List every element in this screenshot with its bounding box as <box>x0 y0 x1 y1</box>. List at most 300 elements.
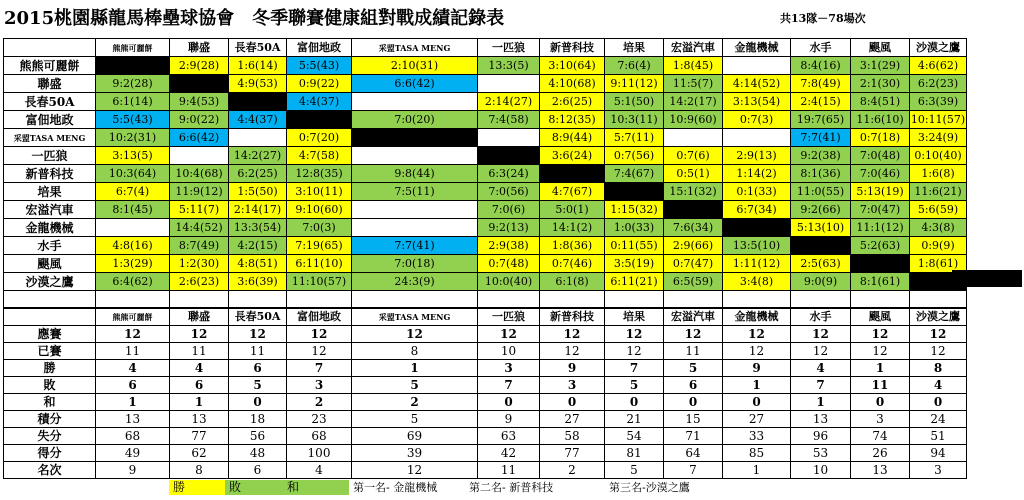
match-result-cell: 7:4(67) <box>605 165 664 183</box>
match-result-cell: 1:15(32) <box>605 201 664 219</box>
match-result-cell <box>287 111 352 129</box>
column-team-header: 沙漠之鷹 <box>910 309 967 326</box>
match-result-cell: 2:4(15) <box>791 93 851 111</box>
match-result-cell: 4:4(37) <box>229 111 287 129</box>
match-result-cell: 6:7(4) <box>96 183 170 201</box>
match-result-cell: 8:9(44) <box>540 129 605 147</box>
match-result-cell: 2:10(31) <box>352 57 478 75</box>
stat-value: 12 <box>851 326 910 343</box>
matrix-row <box>4 201 967 219</box>
match-result-cell: 2:1(30) <box>851 75 910 93</box>
matrix-row <box>4 183 967 201</box>
stat-value: 12 <box>791 343 851 360</box>
stat-value: 4 <box>170 360 229 377</box>
match-result-cell: 0:7(46) <box>540 255 605 273</box>
corner-cell <box>4 309 96 326</box>
column-team-header: 颶風 <box>851 39 910 57</box>
stat-value: 58 <box>540 428 605 445</box>
match-result-cell: 4:7(67) <box>540 183 605 201</box>
match-result-cell: 5:7(11) <box>605 129 664 147</box>
match-result-cell: 10:0(40) <box>478 273 540 291</box>
stat-value: 11 <box>170 343 229 360</box>
row-team-header: 長春50A <box>4 93 96 111</box>
match-result-cell <box>229 129 287 147</box>
match-result-cell: 11:9(12) <box>170 183 229 201</box>
stat-label: 和 <box>4 394 96 411</box>
stat-value: 0 <box>478 394 540 411</box>
match-result-cell: 5:5(43) <box>96 111 170 129</box>
match-result-cell: 6:6(42) <box>352 75 478 93</box>
match-result-cell: 7:0(47) <box>851 201 910 219</box>
stat-value: 0 <box>664 394 723 411</box>
match-result-cell: 2:9(13) <box>723 147 791 165</box>
column-team-header: 聯盛 <box>170 39 229 57</box>
row-team-header: 富佃地政 <box>4 111 96 129</box>
match-result-cell: 15:1(32) <box>664 183 723 201</box>
stat-value: 100 <box>287 445 352 462</box>
column-team-header: 采盟TASA MENG <box>352 39 478 57</box>
column-team-header: 金龍機械 <box>723 39 791 57</box>
stat-value: 5 <box>352 377 478 394</box>
match-result-cell: 0:7(48) <box>478 255 540 273</box>
stat-value: 71 <box>664 428 723 445</box>
match-result-cell: 14:4(52) <box>170 219 229 237</box>
match-result-cell: 1:8(45) <box>664 57 723 75</box>
stat-value: 68 <box>96 428 170 445</box>
stat-value: 0 <box>229 394 287 411</box>
stat-value: 15 <box>664 411 723 428</box>
match-result-cell: 0:9(9) <box>910 237 967 255</box>
stats-header-row <box>4 309 967 326</box>
stat-value: 27 <box>540 411 605 428</box>
matrix-row <box>4 165 967 183</box>
matrix-row <box>4 273 967 291</box>
match-result-cell: 9:0(22) <box>170 111 229 129</box>
stat-value: 11 <box>478 462 540 479</box>
stat-value: 2 <box>352 394 478 411</box>
match-result-cell: 8:12(35) <box>540 111 605 129</box>
blank-cell <box>723 291 791 308</box>
match-result-cell <box>96 57 170 75</box>
match-result-cell: 0:9(22) <box>287 75 352 93</box>
match-result-cell: 3:13(5) <box>96 147 170 165</box>
match-result-cell: 0:7(18) <box>851 129 910 147</box>
stat-value: 12 <box>664 326 723 343</box>
match-result-cell: 5:13(19) <box>851 183 910 201</box>
match-result-cell: 0:11(55) <box>605 237 664 255</box>
stat-value: 3 <box>910 462 967 479</box>
match-result-cell: 1:6(14) <box>229 57 287 75</box>
stat-value: 12 <box>352 326 478 343</box>
stat-value: 39 <box>352 445 478 462</box>
match-result-cell: 8:1(61) <box>851 273 910 291</box>
match-result-cell: 0:7(6) <box>664 147 723 165</box>
match-result-cell <box>352 219 478 237</box>
stats-row <box>4 360 967 377</box>
match-result-cell: 7:19(65) <box>287 237 352 255</box>
match-result-cell <box>851 255 910 273</box>
column-team-header: 熊熊可麗餅 <box>96 39 170 57</box>
stats-row <box>4 394 967 411</box>
match-result-cell: 3:1(29) <box>851 57 910 75</box>
matrix-row <box>4 93 967 111</box>
stat-value: 49 <box>96 445 170 462</box>
stat-value: 5 <box>229 377 287 394</box>
match-result-cell: 1:8(61) <box>910 255 967 273</box>
legend-second: 第二名- 新普科技 <box>469 481 554 494</box>
stat-value: 12 <box>910 343 967 360</box>
stat-value: 96 <box>791 428 851 445</box>
row-team-header: 新普科技 <box>4 165 96 183</box>
stat-value: 2 <box>287 394 352 411</box>
stat-value: 3 <box>851 411 910 428</box>
column-team-header: 培果 <box>605 39 664 57</box>
stat-value: 7 <box>287 360 352 377</box>
stat-value: 4 <box>287 462 352 479</box>
stat-value: 3 <box>287 377 352 394</box>
stat-value: 9 <box>540 360 605 377</box>
match-result-cell: 9:2(38) <box>791 147 851 165</box>
stat-value: 7 <box>664 462 723 479</box>
match-result-cell: 11:5(7) <box>664 75 723 93</box>
stats-row <box>4 377 967 394</box>
match-result-cell: 0:1(33) <box>723 183 791 201</box>
match-result-cell: 9:11(12) <box>605 75 664 93</box>
stat-value: 12 <box>229 326 287 343</box>
row-team-header: 聯盛 <box>4 75 96 93</box>
row-team-header: 熊熊可麗餅 <box>4 57 96 75</box>
stat-value: 8 <box>352 343 478 360</box>
match-result-cell: 0:5(1) <box>664 165 723 183</box>
match-result-cell <box>229 93 287 111</box>
match-result-cell: 13:3(5) <box>478 57 540 75</box>
legend <box>3 480 1023 496</box>
match-result-cell: 2:6(25) <box>540 93 605 111</box>
stat-value: 69 <box>352 428 478 445</box>
stat-value: 51 <box>910 428 967 445</box>
stat-value: 33 <box>723 428 791 445</box>
match-result-cell: 2:14(27) <box>478 93 540 111</box>
match-result-cell: 0:7(56) <box>605 147 664 165</box>
standings-table <box>3 308 967 479</box>
column-team-header: 培果 <box>605 309 664 326</box>
match-result-cell: 1:8(36) <box>540 237 605 255</box>
match-result-cell <box>723 129 791 147</box>
blank-cell <box>664 291 723 308</box>
match-result-cell: 5:0(1) <box>540 201 605 219</box>
stat-value: 12 <box>170 326 229 343</box>
match-result-cell: 10:11(57) <box>910 111 967 129</box>
match-result-cell: 10:2(31) <box>96 129 170 147</box>
stat-value: 85 <box>723 445 791 462</box>
stat-value: 1 <box>851 360 910 377</box>
match-result-cell: 14:2(17) <box>664 93 723 111</box>
match-result-cell: 7:0(18) <box>352 255 478 273</box>
match-result-cell: 9:8(44) <box>352 165 478 183</box>
blank-cell <box>170 291 229 308</box>
stat-value: 1 <box>170 394 229 411</box>
match-result-cell: 6:5(59) <box>664 273 723 291</box>
stat-value: 64 <box>664 445 723 462</box>
stat-value: 6 <box>96 377 170 394</box>
stat-value: 6 <box>664 377 723 394</box>
column-team-header: 采盟TASA MENG <box>352 309 478 326</box>
stat-value: 1 <box>791 394 851 411</box>
match-result-cell: 8:1(36) <box>791 165 851 183</box>
matrix-row <box>4 147 967 165</box>
stat-value: 0 <box>605 394 664 411</box>
match-result-cell: 7:0(56) <box>478 183 540 201</box>
match-result-cell: 2:5(63) <box>791 255 851 273</box>
match-result-cell <box>664 201 723 219</box>
stat-value: 0 <box>540 394 605 411</box>
row-team-header: 一匹狼 <box>4 147 96 165</box>
match-result-cell: 3:4(8) <box>723 273 791 291</box>
match-result-cell <box>791 237 851 255</box>
blank-cell <box>791 291 851 308</box>
match-result-cell: 10:9(60) <box>664 111 723 129</box>
stats-row <box>4 428 967 445</box>
match-result-cell: 3:10(11) <box>287 183 352 201</box>
blank-cell <box>851 291 910 308</box>
stats-row <box>4 411 967 428</box>
match-result-cell <box>478 129 540 147</box>
match-result-cell: 5:13(10) <box>791 219 851 237</box>
match-result-cell: 7:0(48) <box>851 147 910 165</box>
stat-value: 12 <box>605 326 664 343</box>
match-result-cell: 1:6(8) <box>910 165 967 183</box>
row-team-header: 水手 <box>4 237 96 255</box>
stat-value: 48 <box>229 445 287 462</box>
column-team-header: 新普科技 <box>540 309 605 326</box>
match-result-cell: 13:5(10) <box>723 237 791 255</box>
match-result-cell: 11:10(57) <box>287 273 352 291</box>
match-result-cell: 7:8(49) <box>791 75 851 93</box>
stat-value: 74 <box>851 428 910 445</box>
match-result-cell: 6:6(42) <box>170 129 229 147</box>
stat-value: 12 <box>287 326 352 343</box>
match-result-cell: 4:7(58) <box>287 147 352 165</box>
row-team-header: 沙漠之鷹 <box>4 273 96 291</box>
stat-label: 得分 <box>4 445 96 462</box>
match-result-cell: 6:11(21) <box>605 273 664 291</box>
stat-value: 77 <box>170 428 229 445</box>
column-team-header: 長春50A <box>229 39 287 57</box>
column-team-header: 沙漠之鷹 <box>910 39 967 57</box>
matrix-row <box>4 219 967 237</box>
match-result-cell: 3:24(9) <box>910 129 967 147</box>
match-result-cell: 6:4(62) <box>96 273 170 291</box>
match-result-cell: 4:9(53) <box>229 75 287 93</box>
match-result-cell: 4:4(37) <box>287 93 352 111</box>
match-result-cell: 6:2(23) <box>910 75 967 93</box>
stat-value: 9 <box>478 411 540 428</box>
column-team-header: 一匹狼 <box>478 39 540 57</box>
stat-value: 13 <box>851 462 910 479</box>
corner-cell <box>4 39 96 57</box>
stat-value: 13 <box>791 411 851 428</box>
stat-label: 應賽 <box>4 326 96 343</box>
column-team-header: 一匹狼 <box>478 309 540 326</box>
matrix-row <box>4 111 967 129</box>
match-result-cell: 4:2(15) <box>229 237 287 255</box>
stat-label: 勝 <box>4 360 96 377</box>
matrix-row <box>4 237 967 255</box>
match-result-cell: 7:6(4) <box>605 57 664 75</box>
match-result-cell: 8:1(45) <box>96 201 170 219</box>
column-team-header: 新普科技 <box>540 39 605 57</box>
stat-value: 12 <box>540 343 605 360</box>
match-result-cell: 3:13(54) <box>723 93 791 111</box>
blank-cell <box>96 291 170 308</box>
stats-row <box>4 326 967 343</box>
match-result-cell: 7:0(6) <box>478 201 540 219</box>
match-result-cell: 6:2(25) <box>229 165 287 183</box>
match-result-cell: 7:0(20) <box>352 111 478 129</box>
match-result-cell: 7:0(46) <box>851 165 910 183</box>
match-result-cell: 10:3(64) <box>96 165 170 183</box>
stat-value: 94 <box>910 445 967 462</box>
matrix-row <box>4 57 967 75</box>
match-result-cell: 7:6(34) <box>664 219 723 237</box>
match-result-cell <box>723 219 791 237</box>
column-team-header: 富佃地政 <box>287 309 352 326</box>
match-result-cell: 19:7(65) <box>791 111 851 129</box>
stat-value: 12 <box>478 326 540 343</box>
column-team-header: 富佃地政 <box>287 39 352 57</box>
stat-value: 12 <box>910 326 967 343</box>
stat-value: 0 <box>910 394 967 411</box>
match-result-cell: 4:10(68) <box>540 75 605 93</box>
match-result-cell: 4:3(8) <box>910 219 967 237</box>
stat-label: 失分 <box>4 428 96 445</box>
stat-value: 42 <box>478 445 540 462</box>
match-result-cell: 9:2(13) <box>478 219 540 237</box>
blank-cell <box>229 291 287 308</box>
match-result-cell: 11:6(10) <box>851 111 910 129</box>
match-result-cell <box>723 57 791 75</box>
column-team-header: 熊熊可麗餅 <box>96 309 170 326</box>
stat-value: 53 <box>791 445 851 462</box>
row-team-header: 采盟TASA MENG <box>4 129 96 147</box>
stat-value: 12 <box>352 462 478 479</box>
stat-value: 7 <box>791 377 851 394</box>
stat-value: 62 <box>170 445 229 462</box>
stat-value: 0 <box>851 394 910 411</box>
match-result-cell: 8:4(16) <box>791 57 851 75</box>
blank-cell <box>478 291 540 308</box>
match-result-cell <box>170 147 229 165</box>
match-result-cell: 5:2(63) <box>851 237 910 255</box>
matrix-row <box>4 129 967 147</box>
stat-value: 13 <box>170 411 229 428</box>
match-result-cell: 10:3(11) <box>605 111 664 129</box>
match-result-cell: 0:7(47) <box>664 255 723 273</box>
results-matrix <box>3 38 967 308</box>
stat-value: 5 <box>352 411 478 428</box>
stat-value: 2 <box>540 462 605 479</box>
stat-value: 12 <box>851 343 910 360</box>
match-result-cell <box>170 75 229 93</box>
match-result-cell: 5:11(7) <box>170 201 229 219</box>
match-result-cell: 0:10(40) <box>910 147 967 165</box>
match-result-cell: 7:5(11) <box>352 183 478 201</box>
column-team-header: 長春50A <box>229 309 287 326</box>
match-result-cell: 7:7(41) <box>352 237 478 255</box>
stat-value: 0 <box>723 394 791 411</box>
stat-value: 1 <box>352 360 478 377</box>
stats-row <box>4 445 967 462</box>
stat-value: 5 <box>664 360 723 377</box>
match-result-cell: 8:7(49) <box>170 237 229 255</box>
match-result-cell: 1:11(12) <box>723 255 791 273</box>
match-result-cell: 1:2(30) <box>170 255 229 273</box>
stat-value: 81 <box>605 445 664 462</box>
row-team-header: 金龍機械 <box>4 219 96 237</box>
column-team-header: 水手 <box>791 309 851 326</box>
match-result-cell <box>352 201 478 219</box>
stat-value: 1 <box>96 394 170 411</box>
stat-value: 11 <box>229 343 287 360</box>
match-result-cell: 4:6(62) <box>910 57 967 75</box>
stat-value: 4 <box>791 360 851 377</box>
match-result-cell: 3:5(19) <box>605 255 664 273</box>
stat-value: 21 <box>605 411 664 428</box>
stat-value: 1 <box>723 462 791 479</box>
match-result-cell <box>352 147 478 165</box>
stat-value: 11 <box>851 377 910 394</box>
match-result-cell: 0:7(3) <box>723 111 791 129</box>
page-title: 2015桃園縣龍馬棒壘球協會 冬季聯賽健康組對戰成績記錄表 <box>4 8 505 29</box>
stat-value: 12 <box>723 326 791 343</box>
matrix-filler-cell <box>952 270 1022 287</box>
stat-value: 8 <box>170 462 229 479</box>
stat-value: 12 <box>287 343 352 360</box>
stat-value: 4 <box>96 360 170 377</box>
matrix-row <box>4 75 967 93</box>
stat-value: 7 <box>605 360 664 377</box>
blank-cell <box>540 291 605 308</box>
match-result-cell: 4:8(16) <box>96 237 170 255</box>
stat-value: 12 <box>723 343 791 360</box>
match-result-cell: 24:3(9) <box>352 273 478 291</box>
match-result-cell: 6:1(14) <box>96 93 170 111</box>
stat-label: 名次 <box>4 462 96 479</box>
match-result-cell: 13:3(54) <box>229 219 287 237</box>
stat-value: 1 <box>723 377 791 394</box>
match-result-cell: 6:3(39) <box>910 93 967 111</box>
match-result-cell: 6:11(10) <box>287 255 352 273</box>
match-result-cell: 6:1(8) <box>540 273 605 291</box>
stat-value: 13 <box>96 411 170 428</box>
legend-third: 第三名-沙漠之鷹 <box>609 481 690 494</box>
stat-value: 77 <box>540 445 605 462</box>
match-result-cell <box>540 165 605 183</box>
match-result-cell: 2:9(28) <box>170 57 229 75</box>
blank-cell <box>4 291 96 308</box>
match-result-cell <box>96 219 170 237</box>
stat-value: 11 <box>664 343 723 360</box>
stat-label: 已賽 <box>4 343 96 360</box>
match-result-cell: 10:4(68) <box>170 165 229 183</box>
match-result-cell <box>352 129 478 147</box>
stat-label: 敗 <box>4 377 96 394</box>
stats-row <box>4 462 967 479</box>
stat-value: 10 <box>478 343 540 360</box>
stat-value: 24 <box>910 411 967 428</box>
match-result-cell: 2:6(23) <box>170 273 229 291</box>
match-result-cell: 11:6(21) <box>910 183 967 201</box>
